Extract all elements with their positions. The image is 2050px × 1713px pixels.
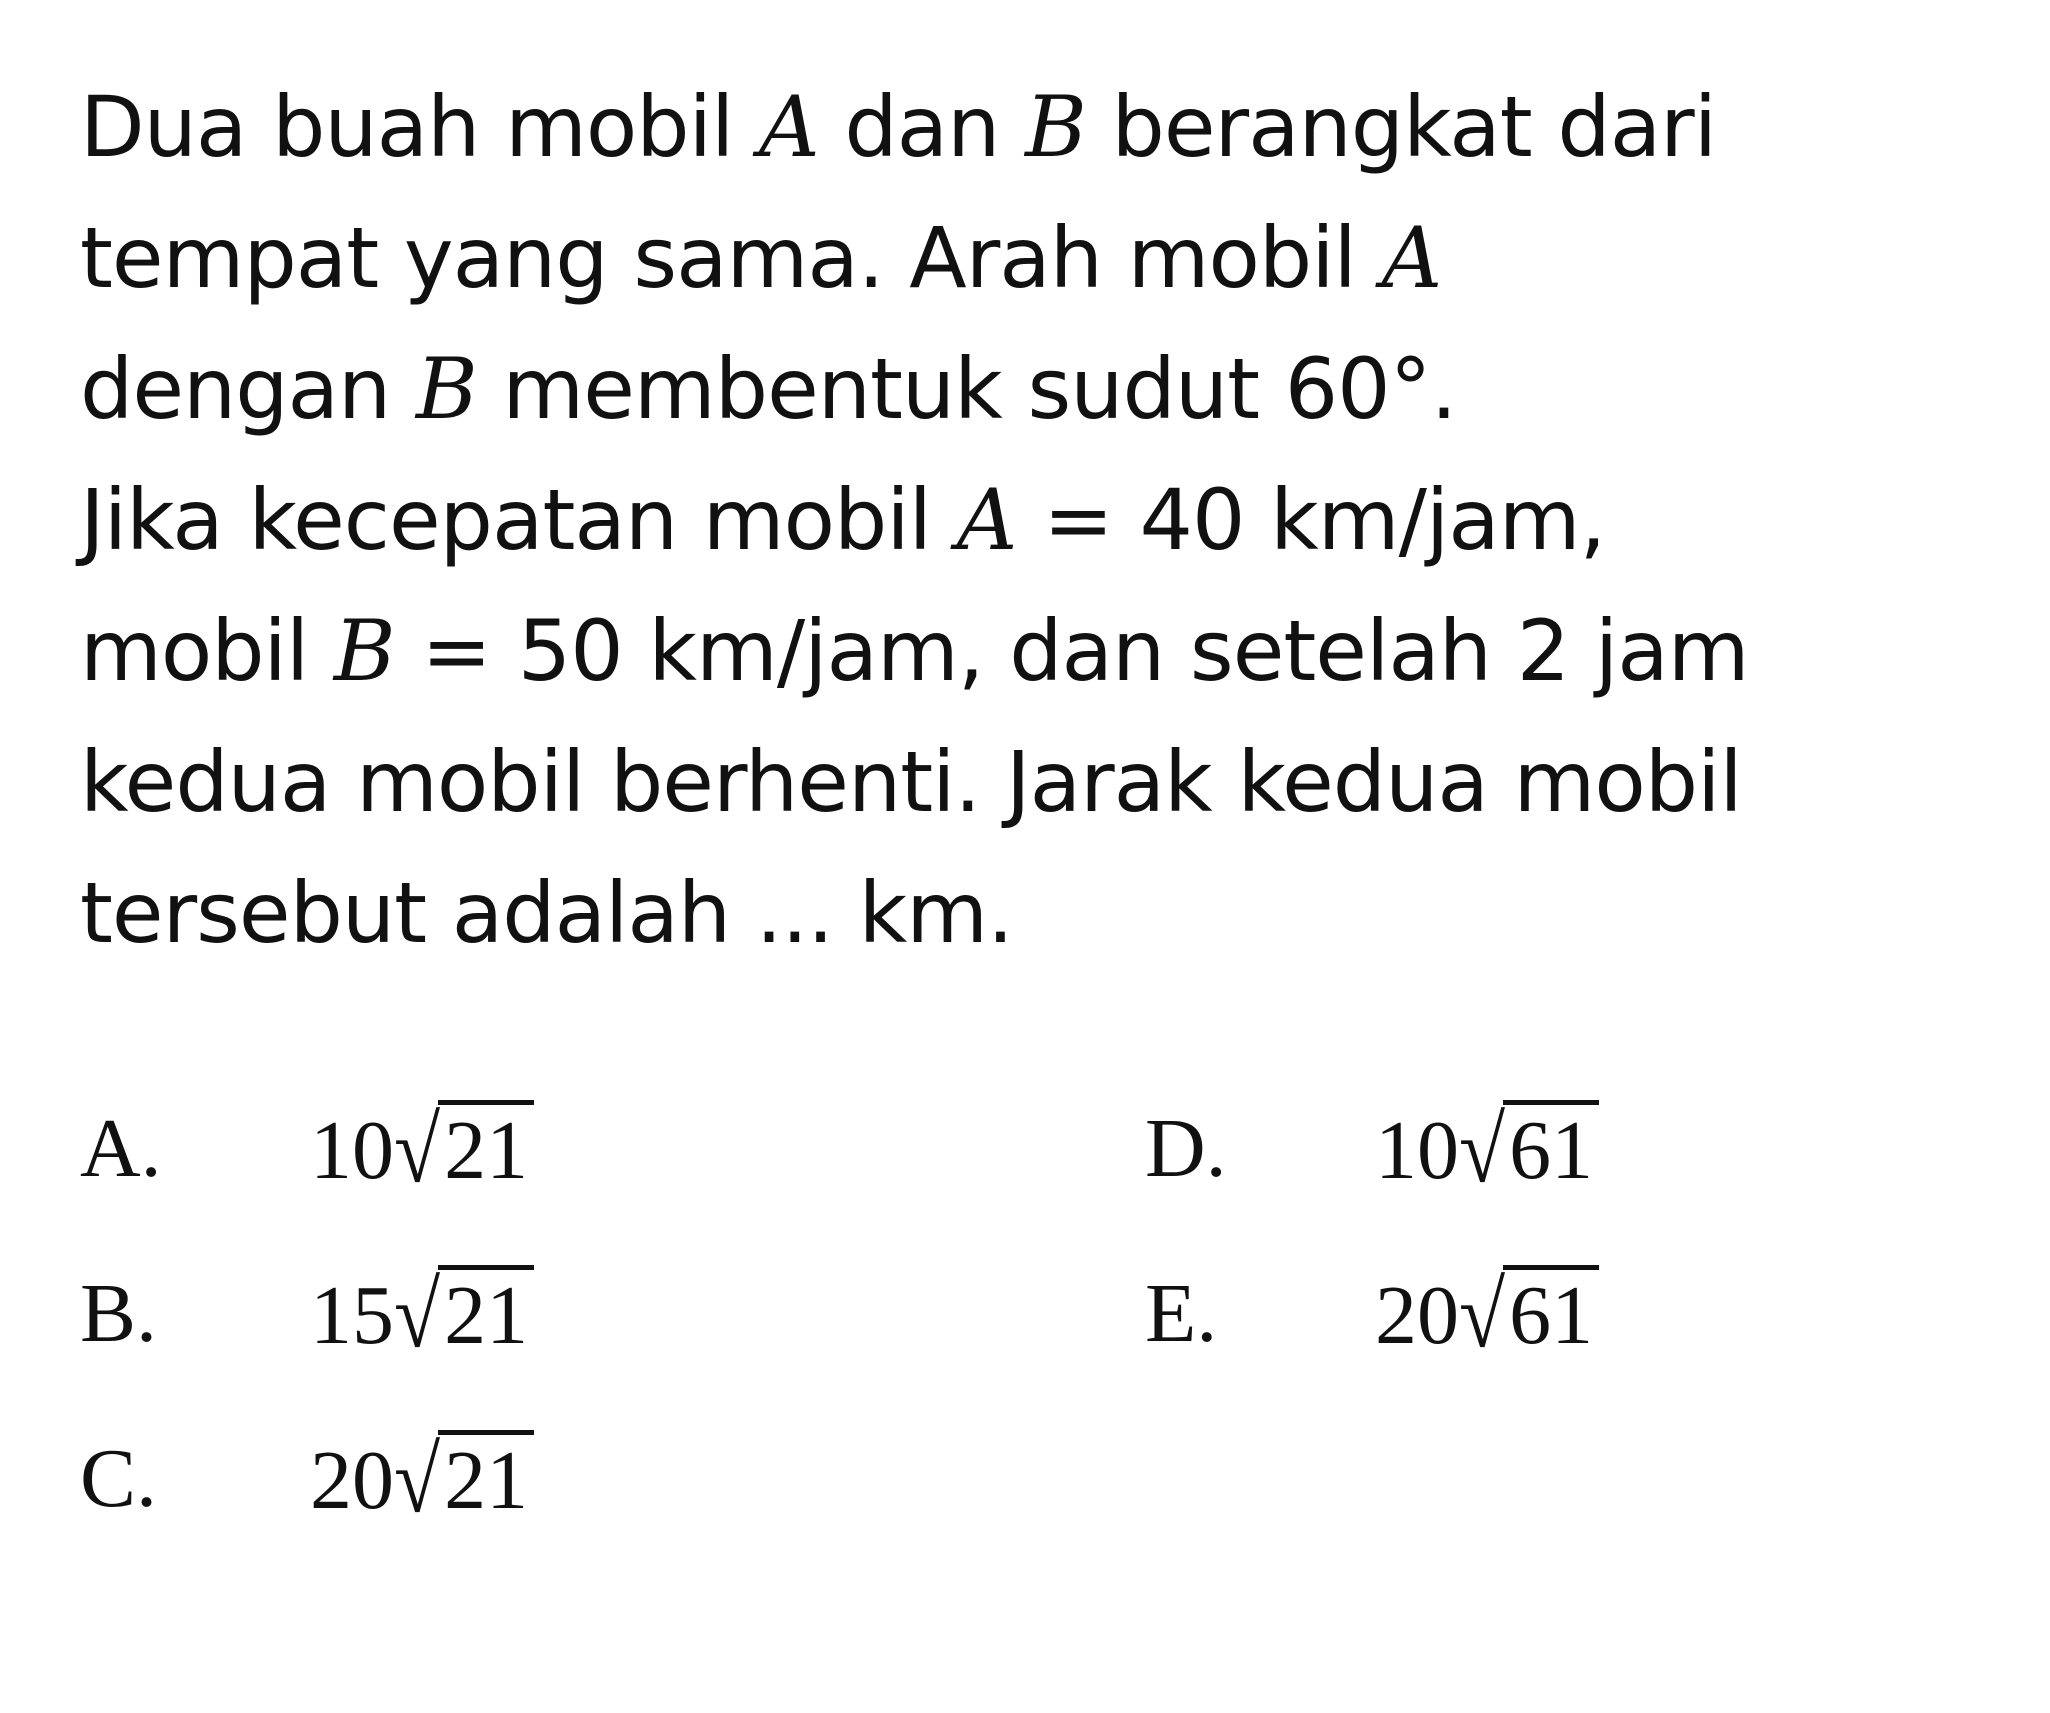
option-value: 20√21 bbox=[310, 1430, 534, 1529]
question-text bbox=[80, 62, 2020, 979]
question-line-6: kedua mobil berhenti. Jarak kedua mobil bbox=[80, 733, 1742, 831]
question-line-1: Dua buah mobil A dan B berangkat dari bbox=[80, 78, 1717, 176]
sqrt-symbol: √ bbox=[394, 1098, 441, 1203]
equals-sign: = bbox=[421, 602, 491, 700]
question-line-5: mobil B = 50 km/jam, dan setelah 2 jam bbox=[80, 602, 1749, 700]
var-a: A bbox=[1381, 209, 1442, 307]
option-letter: E. bbox=[1145, 1267, 1218, 1360]
radicand: 21 bbox=[438, 1265, 534, 1358]
radicand: 21 bbox=[438, 1430, 534, 1523]
equals-sign: = bbox=[1043, 471, 1113, 569]
radicand: 21 bbox=[438, 1100, 534, 1193]
radicand: 61 bbox=[1503, 1100, 1599, 1193]
var-a: A bbox=[758, 78, 819, 176]
question-line-4: Jika kecepatan mobil A = 40 km/jam, bbox=[80, 471, 1606, 569]
var-b: B bbox=[333, 602, 395, 700]
question-line-2: tempat yang sama. Arah mobil A bbox=[80, 209, 1442, 307]
option-letter: A. bbox=[80, 1102, 162, 1195]
option-value: 10√61 bbox=[1375, 1100, 1599, 1199]
option-value: 10√21 bbox=[310, 1100, 534, 1199]
option-letter: D. bbox=[1145, 1102, 1227, 1195]
option-value: 20√61 bbox=[1375, 1265, 1599, 1364]
sqrt-symbol: √ bbox=[1459, 1263, 1506, 1368]
sqrt-symbol: √ bbox=[394, 1428, 441, 1533]
sqrt-symbol: √ bbox=[394, 1263, 441, 1368]
var-b: B bbox=[1025, 78, 1086, 176]
question-line-7: tersebut adalah ... km. bbox=[80, 864, 1013, 962]
option-value: 15√21 bbox=[310, 1265, 534, 1364]
var-b: B bbox=[415, 340, 477, 438]
var-a: A bbox=[956, 471, 1017, 569]
sqrt-symbol: √ bbox=[1459, 1098, 1506, 1203]
option-letter: C. bbox=[80, 1432, 158, 1525]
option-letter: B. bbox=[80, 1267, 158, 1360]
question-line-3: dengan B membentuk sudut 60°. bbox=[80, 340, 1457, 438]
radicand: 61 bbox=[1503, 1265, 1599, 1358]
